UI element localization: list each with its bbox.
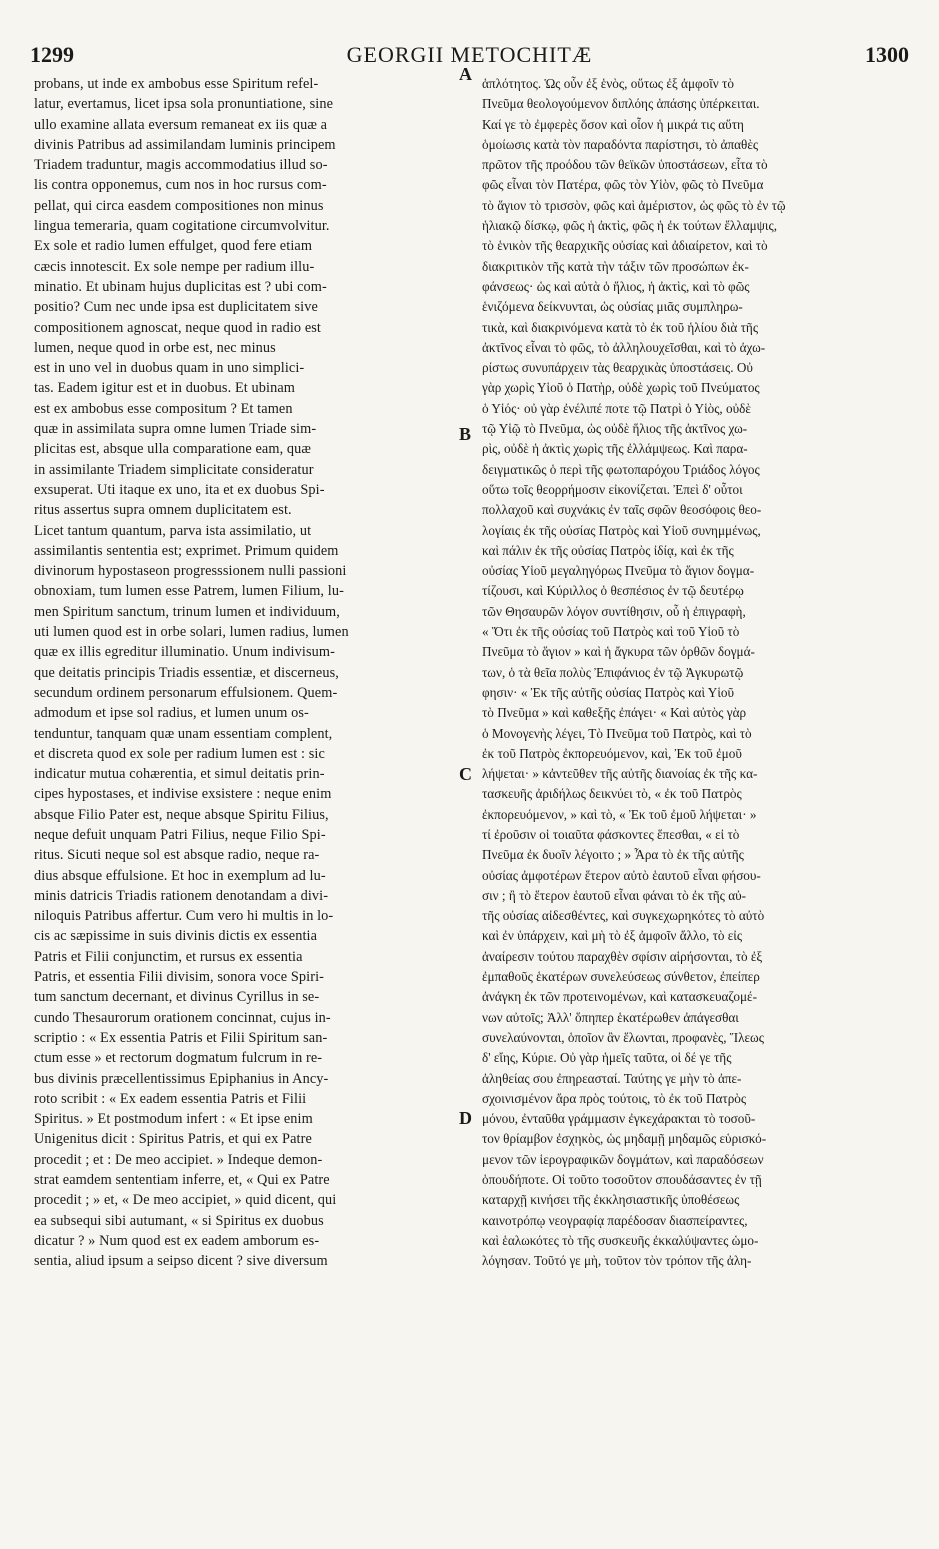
latin-text-line: sentia, aliud ipsum a seipso dicent ? sive diversum [34,1253,328,1270]
latin-text-line: assimilantis sententia est; exprimet. Primum quidem [34,542,339,559]
greek-text-line: οὐσίας Υἱοῦ μεγαληγόρως Πνεῦμα τὸ ἅγιον δογμα- [482,563,755,579]
latin-text-line: lingua temeraria, quam cogitatione circumvolvitur. [34,218,330,235]
greek-text-line: Καί γε τὸ ἐμφερὲς ὅσον καὶ οἷον ἡ μικρά τις αὕτη [482,116,744,132]
greek-text-line: νων αὐτοῖς; Ἀλλ' ὅπηπερ ἑκατέρωθεν ἀπάγεσθαι [482,1009,739,1025]
greek-text-line: Πνεῦμα ἐκ δυοῖν λέγοιτο ; » Ἆρα τὸ ἐκ τῆς αὐτῆς [482,847,744,863]
greek-text-line: γὰρ χωρὶς Υἱοῦ ὁ Πατὴρ, οὐδὲ χωρὶς τοῦ Πνεύματος [482,380,760,396]
latin-text-line: minatio. Et ubinam hujus duplicitas est ? ubi com- [34,278,327,295]
greek-text-line: φάνσεως· ὡς καὶ αὐτὰ ὁ ἥλιος, ἡ ἀκτὶς, καὶ τὸ φῶς [482,278,750,294]
latin-text-line: plicitas est, absque ulla comparatione eam, quæ [34,441,312,458]
latin-text-line: tas. Eadem igitur est et in duobus. Et ubinam [34,380,296,397]
greek-text-line: τῷ Υἱῷ τὸ Πνεῦμα, ὡς οὐδὲ ἥλιος τῆς ἀκτῖνος χω- [482,421,748,437]
greek-text-line: Πνεῦμα τὸ ἅγιον » καὶ ἡ ἄγκυρα τῶν ὀρθῶν δογμά- [482,644,755,660]
latin-text-line: tum sanctum decernant, et divinus Cyrillus in se- [34,989,320,1006]
greek-text-line: φησιν· « Ἐκ τῆς αὐτῆς οὐσίας Πατρὸς καὶ Υἱοῦ [482,684,735,700]
latin-text-line: ritus. Sicuti neque sol est absque radio, neque ra- [34,847,320,864]
greek-text-line: τίζουσι, καὶ Κύριλλος ὁ θεσπέσιος ἐν τῷ δευτέρῳ [482,583,744,599]
latin-text-line: est in uno vel in duobus quam in uno simplici- [34,360,305,377]
running-head: GEORGII METOCHITÆ [346,42,593,67]
greek-text-line: καὶ ἑαλωκότες τὸ τῆς συσκευῆς ἐκκαλύψαντες ὡμο- [482,1232,759,1248]
greek-text-line: ρίστως συνυπάρχειν τὰς θεαρχικὰς ὑποστάσεις. Οὐ [482,360,753,376]
latin-text-line: Patris, et essentia Filii divisim, sonora voce Spiri- [34,969,325,986]
greek-text-line: λογίαις ἐκ τῆς οὐσίας Πατρὸς καὶ Υἱοῦ συνημμένως, [482,522,761,538]
greek-text-line: ἀναίρεσιν τούτου παραχθὲν σφίσιν αἱρήσονται, τὸ ἐξ [482,948,763,964]
latin-text-line: Licet tantum quantum, parva ista assimilatio, ut [34,522,312,539]
latin-text-line: divinorum hypostaseon progresssionem nulli passioni [34,563,347,580]
latin-text-line: bus divinis præcellentissimus Epiphanius in Ancy- [34,1070,329,1087]
latin-text-line: tenduntur, tanquam quæ unam essentiam complent, [34,725,333,742]
latin-text-line: cis ac sæpissime in suis divinis dictis ex essentia [34,928,318,945]
latin-text-line: Triadem traduntur, magis accommodatius illud so- [34,157,328,174]
latin-text-line: strat eamdem sententiam inferre, et, « Qui ex Patre [34,1172,330,1189]
greek-text-line: ἁπλότητος. Ὡς οὖν ἐξ ἑνὸς, οὕτως ἐξ ἀμφοῖν τὸ [482,76,734,91]
latin-text-line: in assimilante Triadem simplicitate consideratur [34,461,314,478]
section-marker-b: B [459,424,472,444]
greek-text-line: λόγησαν. Τοῦτό γε μὴ, τοῦτον τὸν τρόπον τῆς ἀλη- [482,1253,752,1269]
latin-column [34,74,458,1534]
latin-text-line: Spiritus. » Et postmodum infert : « Et ipse enim [34,1111,313,1128]
latin-text-line: scriptio : « Ex essentia Patris et Filii Spiritum san- [34,1029,328,1046]
page-number-right: 1300 [865,42,909,67]
greek-text-line: τὸ Πνεῦμα » καὶ καθεξῆς ἐπάγει· « Καὶ αὐτὸς γὰρ [482,705,747,721]
greek-text-line: « Ὅτι ἐκ τῆς οὐσίας τοῦ Πατρὸς καὶ τοῦ Υἱοῦ τὸ [482,624,740,640]
greek-text-line: ἑνιζόμενα δείκνυνται, ὡς οὐσίας μιᾶς συμπληρω- [482,299,743,315]
latin-text-line: obnoxiam, tum lumen esse Patrem, lumen Filium, lu- [34,583,344,600]
greek-text-line: πολλαχοῦ καὶ συχνάκις ἐν ταῖς σφῶν θεοσόφοις θεο- [482,502,762,518]
section-marker-a: A [459,64,472,84]
latin-text-line: niloquis Patribus affertur. Cum vero hi multis in lo- [34,908,334,925]
greek-text-line: ὁ Μονογενὴς λέγει, Τὸ Πνεῦμα τοῦ Πατρὸς, καὶ τὸ [482,725,752,741]
latin-text-line: secundum ordinem personarum effulsionem. Quem- [34,684,338,701]
latin-text-line: Ex sole et radio lumen effulget, quod fere etiam [34,238,313,255]
latin-text-line: neque defuit unquam Patri Filius, neque Filio Spi- [34,826,326,843]
latin-text-line: ctum esse » et rectorum dogmatum fulcrum in re- [34,1050,323,1067]
latin-text-line: latur, evertamus, licet ipsa sola pronuntiatione, sine [34,96,334,113]
latin-text-line: dius absque effulsione. Et hoc in exemplum ad lu- [34,867,326,884]
greek-text-line: ρὶς, οὐδὲ ἡ ἀκτὶς χωρὶς τῆς ἐλλάμψεως. Καὶ παρα- [482,441,748,457]
greek-text-line: ἀνάγκη ἐκ τῶν προτεινομένων, καὶ κατασκευαζομέ- [482,989,757,1005]
greek-text-line: τασκευῆς ἀριδήλως δεικνύει τὸ, « ἐκ τοῦ Πατρὸς [482,786,742,802]
latin-text-line: procedit ; et : De meo accipiet. » Indeque demon- [34,1151,323,1168]
greek-text-line: τον θρίαμβον ἐσχηκὸς, ὡς μηδαμῇ μηδαμῶς εὑρισκό- [482,1131,767,1147]
greek-text-line: πρῶτον τῆς προόδου τῶν θεϊκῶν ὑποστάσεων, εἶτα τὸ [482,157,768,173]
greek-text-line: ἡλιακῷ δίσκῳ, φῶς ἡ ἀκτὶς, φῶς ἡ ἐκ τούτων ἔλλαμψις, [482,218,777,234]
greek-text-line: τικὰ, καὶ διακρινόμενα κατὰ τὸ ἐκ τοῦ ἡλίου διὰ τῆς [482,319,759,335]
greek-text-line: ἀκτῖνος εἶναι τὸ φῶς, τὸ ἀλληλουχεῖσθαι, καὶ τὸ ἀχω- [482,339,766,355]
greek-text-line: οὕτω τοῖς θεορρήμοσιν εἰκονίζεται. Ἐπεὶ δ' οὗτοι [482,481,743,497]
latin-text-line: et discreta quod ex sole per radium lumen est : sic [34,745,325,762]
greek-text-line: καινοτρόπῳ νεογραφίᾳ παρέδοσαν διασπείραντες, [482,1212,748,1228]
greek-text-line: σιν ; ἢ τὸ ἕτερον ἑαυτοῦ εἶναι φάναι τὸ ἐκ τῆς αὐ- [482,887,747,903]
latin-text-line: est ex ambobus esse compositum ? Et tamen [34,400,293,417]
greek-text-line: ὁμοίωσις κατὰ τὸν παραδόντα παρίστησι, τὸ ἀπαθὲς [482,136,759,152]
greek-text-line: τῶν Θησαυρῶν λόγον συντίθησιν, οὗ ἡ ἐπιγραφὴ, [482,603,746,619]
latin-text-line: minis datricis Triadis rationem denotandam a divi- [34,887,329,904]
latin-text-line: Patris et Filii conjunctim, et rursus ex essentia [34,948,303,965]
greek-text-line: τὸ ἅγιον τὸ τρισσὸν, φῶς καὶ ἀμέριστον, ὡς φῶς τὸ ἐν τῷ [482,197,786,213]
latin-text-line: cipes hypostases, et indivise exsistere : neque enim [34,786,332,803]
latin-text-line: ritus assertus supra omnem duplicitatem est. [34,502,292,519]
section-marker-d: D [459,1108,472,1128]
latin-text-line: compositionem agnoscat, neque quod in radio est [34,319,322,336]
latin-text-line: roto scribit : « Ex eadem essentia Patris et Filii [34,1090,307,1107]
latin-text-line: positio? Cum nec unde ipsa est duplicitatem sive [34,299,318,316]
greek-column [482,74,902,1534]
greek-text-line: σχοινισμένον ἄρα πρὸς τούτοις, τὸ ἐκ τοῦ Πατρὸς [482,1090,747,1106]
greek-text-line: Πνεῦμα θεολογούμενον διπλόης ἁπάσης ὑπέρκειται. [482,96,760,112]
greek-text-line: οὐσίας ἀμφοτέρων ἕτερον αὐτὸ ἑαυτοῦ εἶναι φήσου- [482,867,761,883]
latin-text-line: lumen, neque quod in orbe est, nec minus [34,339,276,356]
greek-text-line: φῶς εἶναι τὸν Πατέρα, φῶς τὸν Υἱὸν, φῶς τὸ Πνεῦμα [482,177,764,193]
latin-text-line: divinis Patribus ad assimilandam luminis principem [34,136,336,153]
latin-text-line: indicatur mutua cohærentia, et simul deitatis prin- [34,766,325,783]
greek-text-line: ἀληθείας σου ἐπηρεασταί. Ταύτης γε μὴν τὸ ἀπε- [482,1070,742,1086]
latin-text-line: ullo examine allata eversum remaneat ex iis quæ a [34,116,328,133]
latin-text-line: admodum et ipse sol radius, et lumen unum os- [34,705,309,722]
latin-text-line: que deitatis principis Triadis essentiæ, et discerneus, [34,664,339,681]
greek-text-line: μενον τῶν ἱερογραφικῶν δογμάτων, καὶ παραδόσεων [482,1151,764,1167]
section-marker-c: C [459,764,472,784]
greek-text-line: καὶ ἐν ὑπάρχειν, καὶ μὴ τὸ ἐξ ἀμφοῖν ἄλλο, τὸ εἰς [482,928,743,944]
greek-text-line: μόνου, ἐνταῦθα γράμμασιν ἐγκεχάρακται τὸ τοσοῦ- [482,1111,756,1127]
greek-text-line: ἐκ τοῦ Πατρὸς ἐκπορευόμενον, καὶ, Ἐκ τοῦ ἐμοῦ [482,745,742,761]
latin-text-line: probans, ut inde ex ambobus esse Spiritum refel- [34,76,319,92]
page-number-left: 1299 [30,42,74,67]
greek-text-line: ὁπουδήποτε. Οἱ τοῦτο τοσοῦτον σπουδάσαντες ἐν τῇ [482,1172,762,1188]
latin-text-line: quæ in assimilata supra omne lumen Triade sim- [34,421,317,438]
latin-text-line: lis contra opponemus, cum nos in hoc rursus com- [34,177,327,194]
latin-text-line: uti lumen quod est in orbe solari, lumen radius, lumen [34,624,349,641]
latin-text-line: exsuperat. Uti itaque ex uno, ita et ex duobus Spi- [34,481,325,498]
greek-text-line: τῆς οὐσίας αἰδεσθέντες, καὶ συγκεχωρηκότες τὸ αὐτὸ [482,908,765,924]
latin-text-line: men Spiritum sanctum, trinum lumen et individuum, [34,603,340,620]
greek-text-line: καταρχῇ κινήσει τῆς ἐκκλησιαστικῆς ὑποθέσεως [482,1192,740,1208]
greek-text-line: δ' εἴης, Κύριε. Οὐ γὰρ ἡμεῖς ταῦτα, οἱ δέ γε τῆς [482,1050,732,1066]
greek-text-line: τί ἐροῦσιν οἱ τοιαῦτα φάσκοντες ἕπεσθαι, « εἰ τὸ [482,826,740,842]
greek-text-line: ἐμπαθοῦς ἑκατέρων συνελεύσεως σύνθετον, ἐπείπερ [482,969,760,985]
latin-text-line: quæ ex illis egreditur illuminatio. Unum indivisum- [34,644,335,661]
latin-text-line: absque Filio Pater est, neque absque Spiritu Filius, [34,806,329,823]
greek-text-line: λήψεται· » κἀντεῦθεν τῆς αὐτῆς διανοίας ἐκ τῆς κα- [482,766,758,782]
latin-text-line: cundo Thesaurorum orationem concinnat, cujus in- [34,1009,331,1026]
greek-text-line: ἐκπορευόμενον, » καὶ τὸ, « Ἐκ τοῦ ἐμοῦ λήψεται· » [482,806,757,822]
latin-text-line: cæcis innotescit. Ex sole nempe per radium illu- [34,258,315,275]
greek-text-line: συνελαύνονται, ὁποῖον ἂν ἕλωνται, προφανὲς, Ἵλεως [482,1029,764,1045]
greek-text-line: ὁ Υἱός· οὐ γὰρ ἐνέλιπέ ποτε τῷ Πατρὶ ὁ Υἱὸς, οὐδὲ [482,400,751,416]
greek-text-line: δειγματικῶς ὁ περὶ τῆς φωτοπαρόχου Τριάδος λόγος [482,461,760,477]
latin-text-line: ea subsequi sibi autumant, « si Spiritus ex duobus [34,1212,324,1229]
latin-text-line: Unigenitus dicit : Spiritus Patris, et qui ex Patre [34,1131,312,1148]
greek-text-line: των, ὁ τὰ θεῖα πολὺς Ἐπιφάνιος ἐν τῷ Ἀγκυρωτῷ [482,664,744,680]
greek-text-line: διακριτικὸν τῆς κατὰ τὴν τάξιν τῶν προσώπων ἐκ- [482,258,749,274]
column-divider [466,70,467,1540]
greek-text-line: τὸ ἑνικὸν τῆς θεαρχικῆς οὐσίας καὶ ἀδιαίρετον, καὶ τὸ [482,238,768,254]
latin-text-line: procedit ; » et, « De meo accipiet, » quid dicent, qui [34,1192,337,1209]
latin-text-line: pellat, qui circa easdem compositiones non minus [34,197,324,214]
greek-text-line: καὶ πάλιν ἐκ τῆς οὐσίας Πατρὸς ἰδίᾳ, καὶ ἐκ τῆς [482,542,734,558]
latin-text-line: dicatur ? » Num quod est ex eadem amborum es- [34,1232,320,1249]
